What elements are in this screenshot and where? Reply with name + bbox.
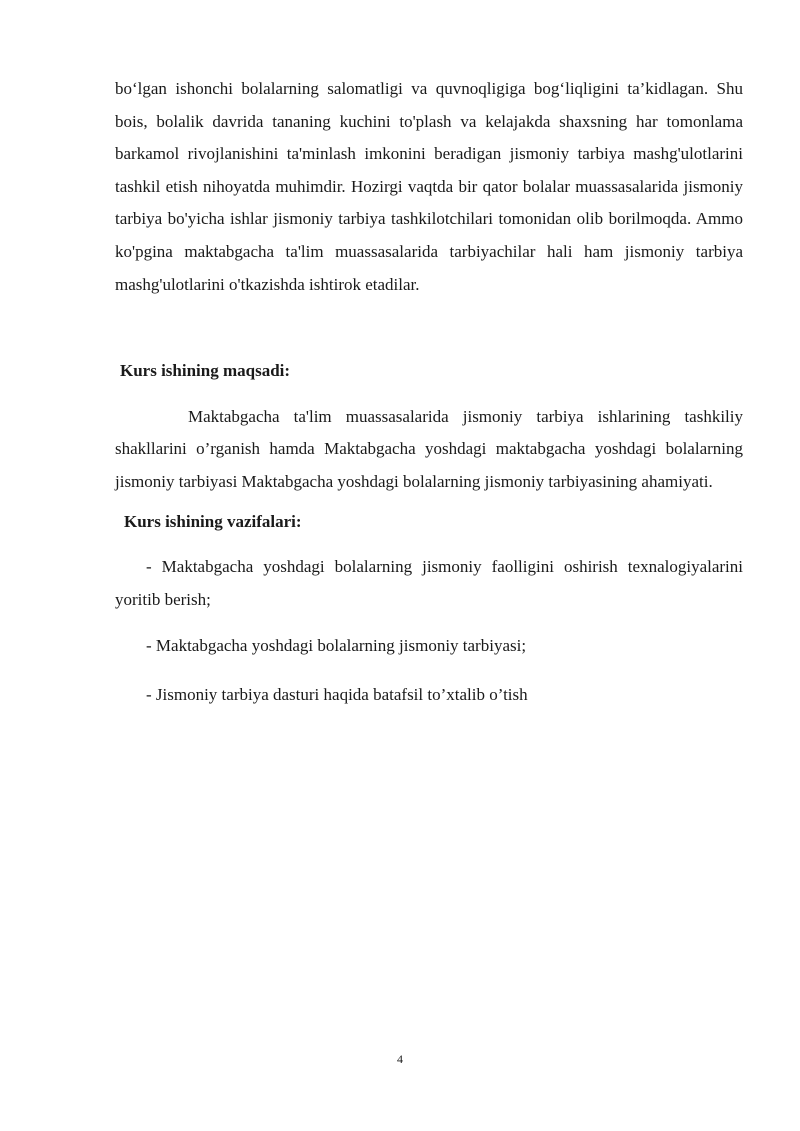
page-number: 4 — [397, 1052, 403, 1066]
tasks-heading: Kurs ishining vazifalari: — [124, 511, 302, 531]
task-item-1: - Maktabgacha yoshdagi bolalarning jismoniy faolligini oshirish texnalogiyalarini yoritib berish; — [115, 557, 743, 609]
goal-paragraph: Maktabgacha ta'lim muassasalarida jismoniy tarbiya ishlarining tashkiliy shakllarini o’rganish hamda Maktabgacha yoshdagi maktabgacha yoshdagi bolalarning jismoniy tarbiyasi Maktabgacha yoshdagi bolalarning jismoniy tarbiyasining ahamiyati. — [115, 406, 743, 491]
task-item-3: - Jismoniy tarbiya dasturi haqida batafsil to’xtalib o’tish — [146, 684, 528, 704]
intro-paragraph: bo‘lgan ishonchi bolalarning salomatligi va quvnoqligiga bog‘liqligini ta’kidlagan. Shu bois, bolalik davrida tananing kuchini to'plash va kelajakda shaxsning har tomonlama barkamol rivojlanishini ta'minlash imkonini beradigan jismoniy tarbiya mashg'ulotlarini tashkil etish nihoyatda muhimdir. Hozirgi vaqtda bir qator bolalar muassasalarida jismoniy tarbiya bo'yicha ishlar jismoniy tarbiya tashkilotchilari tomonidan olib borilmoqda. Ammo ko'pgina maktabgacha ta'lim muassasalarida tarbiyachilar hali ham jismoniy tarbiya mashg'ulotlarini o'tkazishda ishtirok etadilar. — [115, 79, 743, 294]
page-content — [115, 73, 743, 712]
goal-heading: Kurs ishining maqsadi: — [120, 361, 291, 381]
task-item-2: - Maktabgacha yoshdagi bolalarning jismoniy tarbiyasi; — [146, 636, 527, 656]
